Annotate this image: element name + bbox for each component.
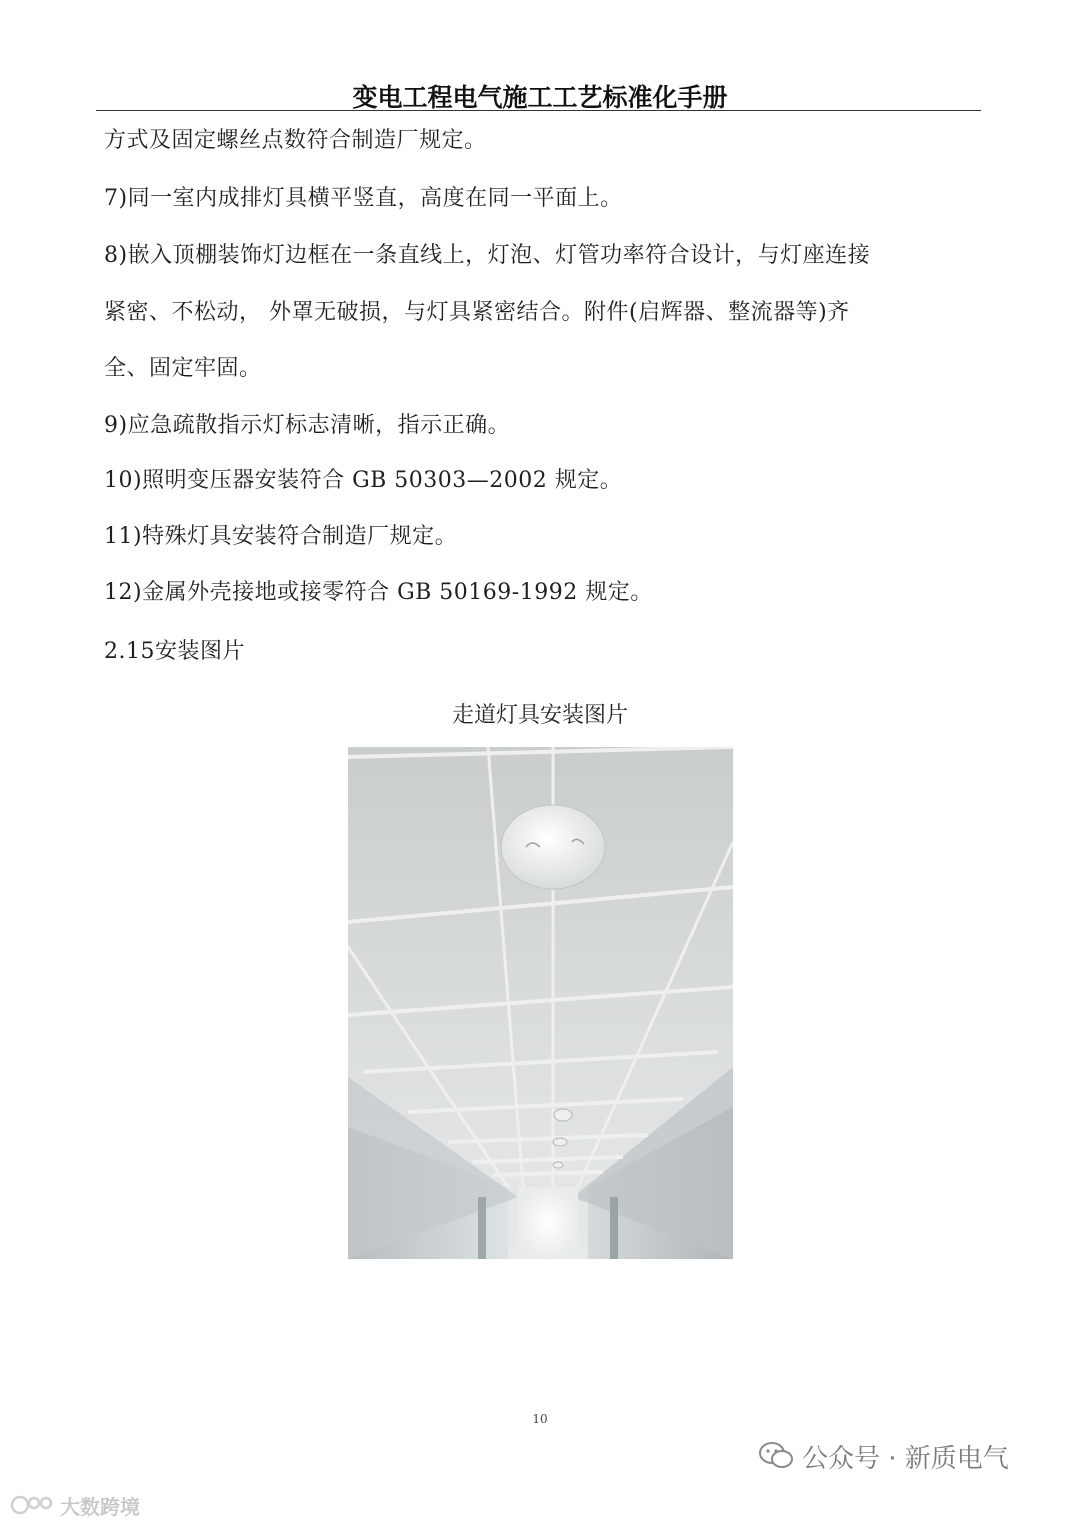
section-heading: 2.15安装图片 (104, 639, 245, 664)
body-line: 全、固定牢固。 (104, 356, 262, 381)
body-line: 8)嵌入顶棚装饰灯边框在一条直线上，灯泡、灯管功率符合设计，与灯座连接 (104, 243, 871, 268)
body-line: 9)应急疏散指示灯标志清晰，指示正确。 (104, 413, 511, 438)
wechat-icon (758, 1441, 794, 1471)
site-watermark (10, 1490, 140, 1520)
page-number: 10 (532, 1412, 548, 1426)
wechat-watermark (758, 1436, 1009, 1476)
body-line: 方式及固定螺丝点数符合制造厂规定。 (104, 128, 487, 153)
corridor-ceiling-lamp-photo (348, 747, 733, 1259)
body-line: 7)同一室内成排灯具横平竖直，高度在同一平面上。 (104, 186, 623, 211)
body-line: 10)照明变压器安装符合 GB 50303—2002 规定。 (104, 468, 623, 493)
body-line: 紧密、不松动， 外罩无破损，与灯具紧密结合。附件(启辉器、整流器等)齐 (104, 300, 850, 325)
body-line: 11)特殊灯具安装符合制造厂规定。 (104, 524, 458, 549)
figure-caption: 走道灯具安装图片 (451, 703, 628, 728)
logo-icon (10, 1493, 56, 1517)
header-divider (96, 110, 981, 111)
document-header-title: 变电工程电气施工工艺标准化手册 (352, 83, 728, 112)
body-line: 12)金属外壳接地或接零符合 GB 50169-1992 规定。 (104, 580, 653, 605)
wechat-watermark-text: 公众号 · 新质电气 (802, 1443, 1009, 1474)
site-watermark-text: 大数跨境 (60, 1494, 140, 1519)
